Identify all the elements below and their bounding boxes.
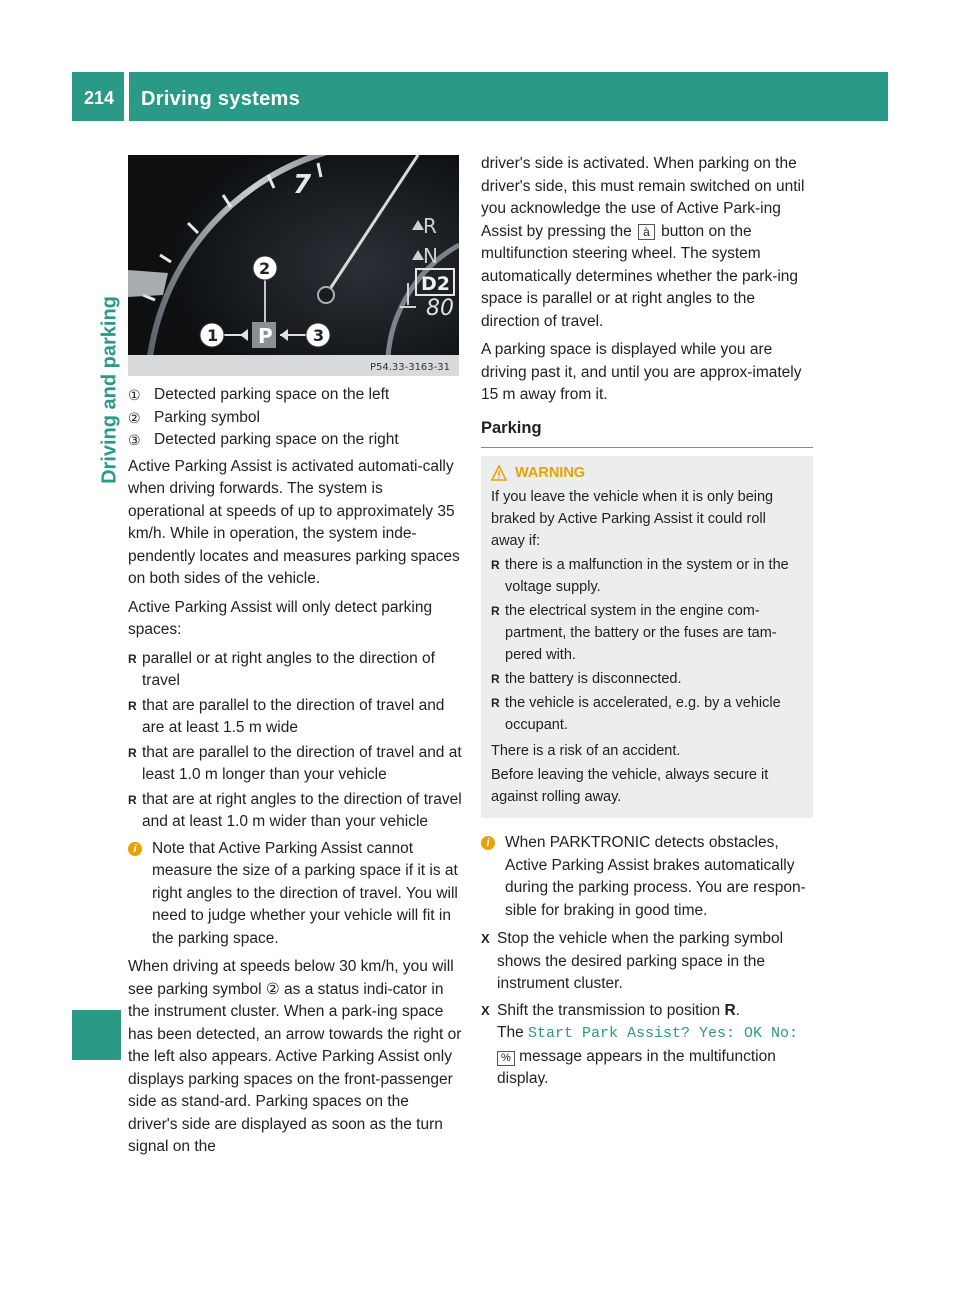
- paragraph: Active Parking Assist will only detect parking spaces:: [128, 598, 433, 638]
- side-tab-marker: [72, 1010, 121, 1060]
- legend-text: Parking symbol: [154, 408, 260, 426]
- warning-title: [491, 462, 803, 484]
- warning-triangle-icon: [491, 465, 507, 481]
- legend-number: ②: [128, 409, 141, 426]
- paragraph: [481, 153, 813, 333]
- side-tab-label: Driving and parking: [98, 296, 121, 484]
- info-icon: i: [128, 842, 142, 856]
- bullet-list: [128, 648, 462, 834]
- step-item: [481, 1000, 813, 1091]
- legend-item: [128, 407, 462, 430]
- gear-n: N: [423, 244, 438, 268]
- legend-text: Detected parking space on the left: [154, 386, 390, 403]
- step-text: [497, 1000, 813, 1091]
- legend-number: ①: [128, 387, 141, 403]
- warning-advice: Before leaving the vehicle, always secure it against rolling away.: [491, 767, 769, 805]
- figure-ref-code: P54.33-3163-31: [369, 362, 450, 373]
- info-note: [128, 838, 462, 951]
- paragraph: A parking space is displayed while you are driving past it, and until you are approx-imately 15 m away from it.: [481, 341, 802, 403]
- list-item: R there is a malfunction in the system or in the voltage supply.: [491, 554, 803, 598]
- legend-number: ③: [128, 432, 141, 448]
- header-separator: [124, 72, 129, 121]
- warning-risk: There is a risk of an accident.: [491, 743, 681, 759]
- right-column: [481, 153, 813, 1095]
- list-item: R that are parallel to the direction of travel and at least 1.0 m longer than your vehicle: [128, 742, 462, 787]
- step-arrow-icon: X: [481, 931, 490, 946]
- gauge-number: 7: [293, 170, 312, 200]
- step-text-part: Shift the transmission to position: [497, 1001, 725, 1019]
- heading-parking: Parking: [481, 418, 542, 437]
- list-item: R the vehicle is accelerated, e.g. by a vehicle occupant.: [491, 692, 803, 736]
- list-item: R the battery is disconnected.: [491, 668, 803, 690]
- step-text: Stop the vehicle when the parking symbol shows the desired parking space in the instrument cluster.: [497, 930, 784, 992]
- page-number: 214: [84, 88, 115, 108]
- list-item: R the electrical system in the engine com-partment, the battery or the fuses are tam-pered with.: [491, 600, 803, 666]
- left-arrow-shape: [128, 270, 168, 297]
- step-text-part: The: [497, 1024, 529, 1041]
- callout-2-label: 2: [259, 259, 271, 278]
- section-title: Driving systems: [141, 88, 301, 110]
- paragraph: [128, 956, 462, 1159]
- instrument-cluster-figure: [128, 155, 459, 376]
- legend-text: Detected parking space on the right: [154, 431, 399, 448]
- inline-callout: ②: [265, 980, 280, 998]
- warning-list: [491, 554, 803, 736]
- gear-r: R: [423, 214, 437, 238]
- warning-intro: If you leave the vehicle when it is only being braked by Active Parking Assist it could roll away if:: [491, 489, 774, 549]
- warning-title-text: WARNING: [515, 465, 586, 481]
- gear-position: R: [724, 1001, 736, 1019]
- instrument-cluster-illustration: [128, 155, 459, 376]
- paragraph-text: driver's side is activated. When parking on the driver's side, this must remain switched on until you acknowledge the use of Active Park-ing Assist by pressing the: [481, 155, 805, 240]
- paragraph-text: When driving at speeds below 30 km/h, you will see parking symbol: [128, 958, 454, 998]
- info-note: [481, 832, 813, 922]
- info-icon: i: [481, 836, 495, 850]
- list-item: R that are parallel to the direction of travel and are at least 1.5 m wide: [128, 695, 462, 740]
- callout-3-label: 3: [313, 326, 325, 345]
- paragraph-text: button on the multifunction steering wheel. The system automatically determines whether the park-ing space is parallel or at right angles to the direction of travel.: [481, 222, 799, 330]
- warning-box: [481, 456, 813, 818]
- ok-button-key: à: [638, 224, 655, 240]
- step-arrow-icon: X: [481, 1002, 490, 1018]
- step-item: [481, 928, 813, 996]
- back-button-key: %: [497, 1051, 515, 1066]
- step-text-part: message appears in the multifunction display.: [497, 1047, 776, 1087]
- paragraph: Active Parking Assist is activated automati-cally when driving forwards. The system is operational at speeds of up to approximately 35 km/h. While in operation, the system inde-pendently locates and measures parking spaces on both sides of the vehicle.: [128, 457, 460, 587]
- list-item: R parallel or at right angles to the direction of travel: [128, 648, 462, 693]
- display-message: Start Park Assist? Yes: OK No:: [528, 1025, 799, 1042]
- callout-1-label: 1: [207, 326, 219, 345]
- parking-symbol: P: [258, 324, 273, 348]
- step-text-part: .: [735, 1001, 740, 1019]
- heading-rule: [481, 447, 813, 448]
- left-column: [128, 384, 462, 1165]
- paragraph-text: as a status indi-cator in the instrument cluster. When a park-ing space has been detected, an arrow towards the right or the left also appears. Active Parking Assist only displays parking spaces on the front-passenger side as stand-ard. Parking spaces on the driver's side are displayed as soon as the turn signal on the: [128, 980, 462, 1155]
- needle-hub: [318, 287, 334, 303]
- gear-d: D2: [421, 273, 450, 295]
- legend-item: [128, 429, 462, 452]
- temp-value: 80: [426, 296, 454, 321]
- legend-item: [128, 384, 462, 407]
- info-text: Note that Active Parking Assist cannot measure the size of a parking space if it is at right angles to the direction of travel. You will need to judge whether your vehicle will fit in the parking space.: [152, 839, 458, 947]
- info-text: When PARKTRONIC detects obstacles, Active Parking Assist brakes automatically during the parking process. You are respon-sible for braking in good time.: [505, 834, 806, 919]
- list-item: R that are at right angles to the direction of travel and at least 1.0 m wider than your vehicle: [128, 789, 462, 834]
